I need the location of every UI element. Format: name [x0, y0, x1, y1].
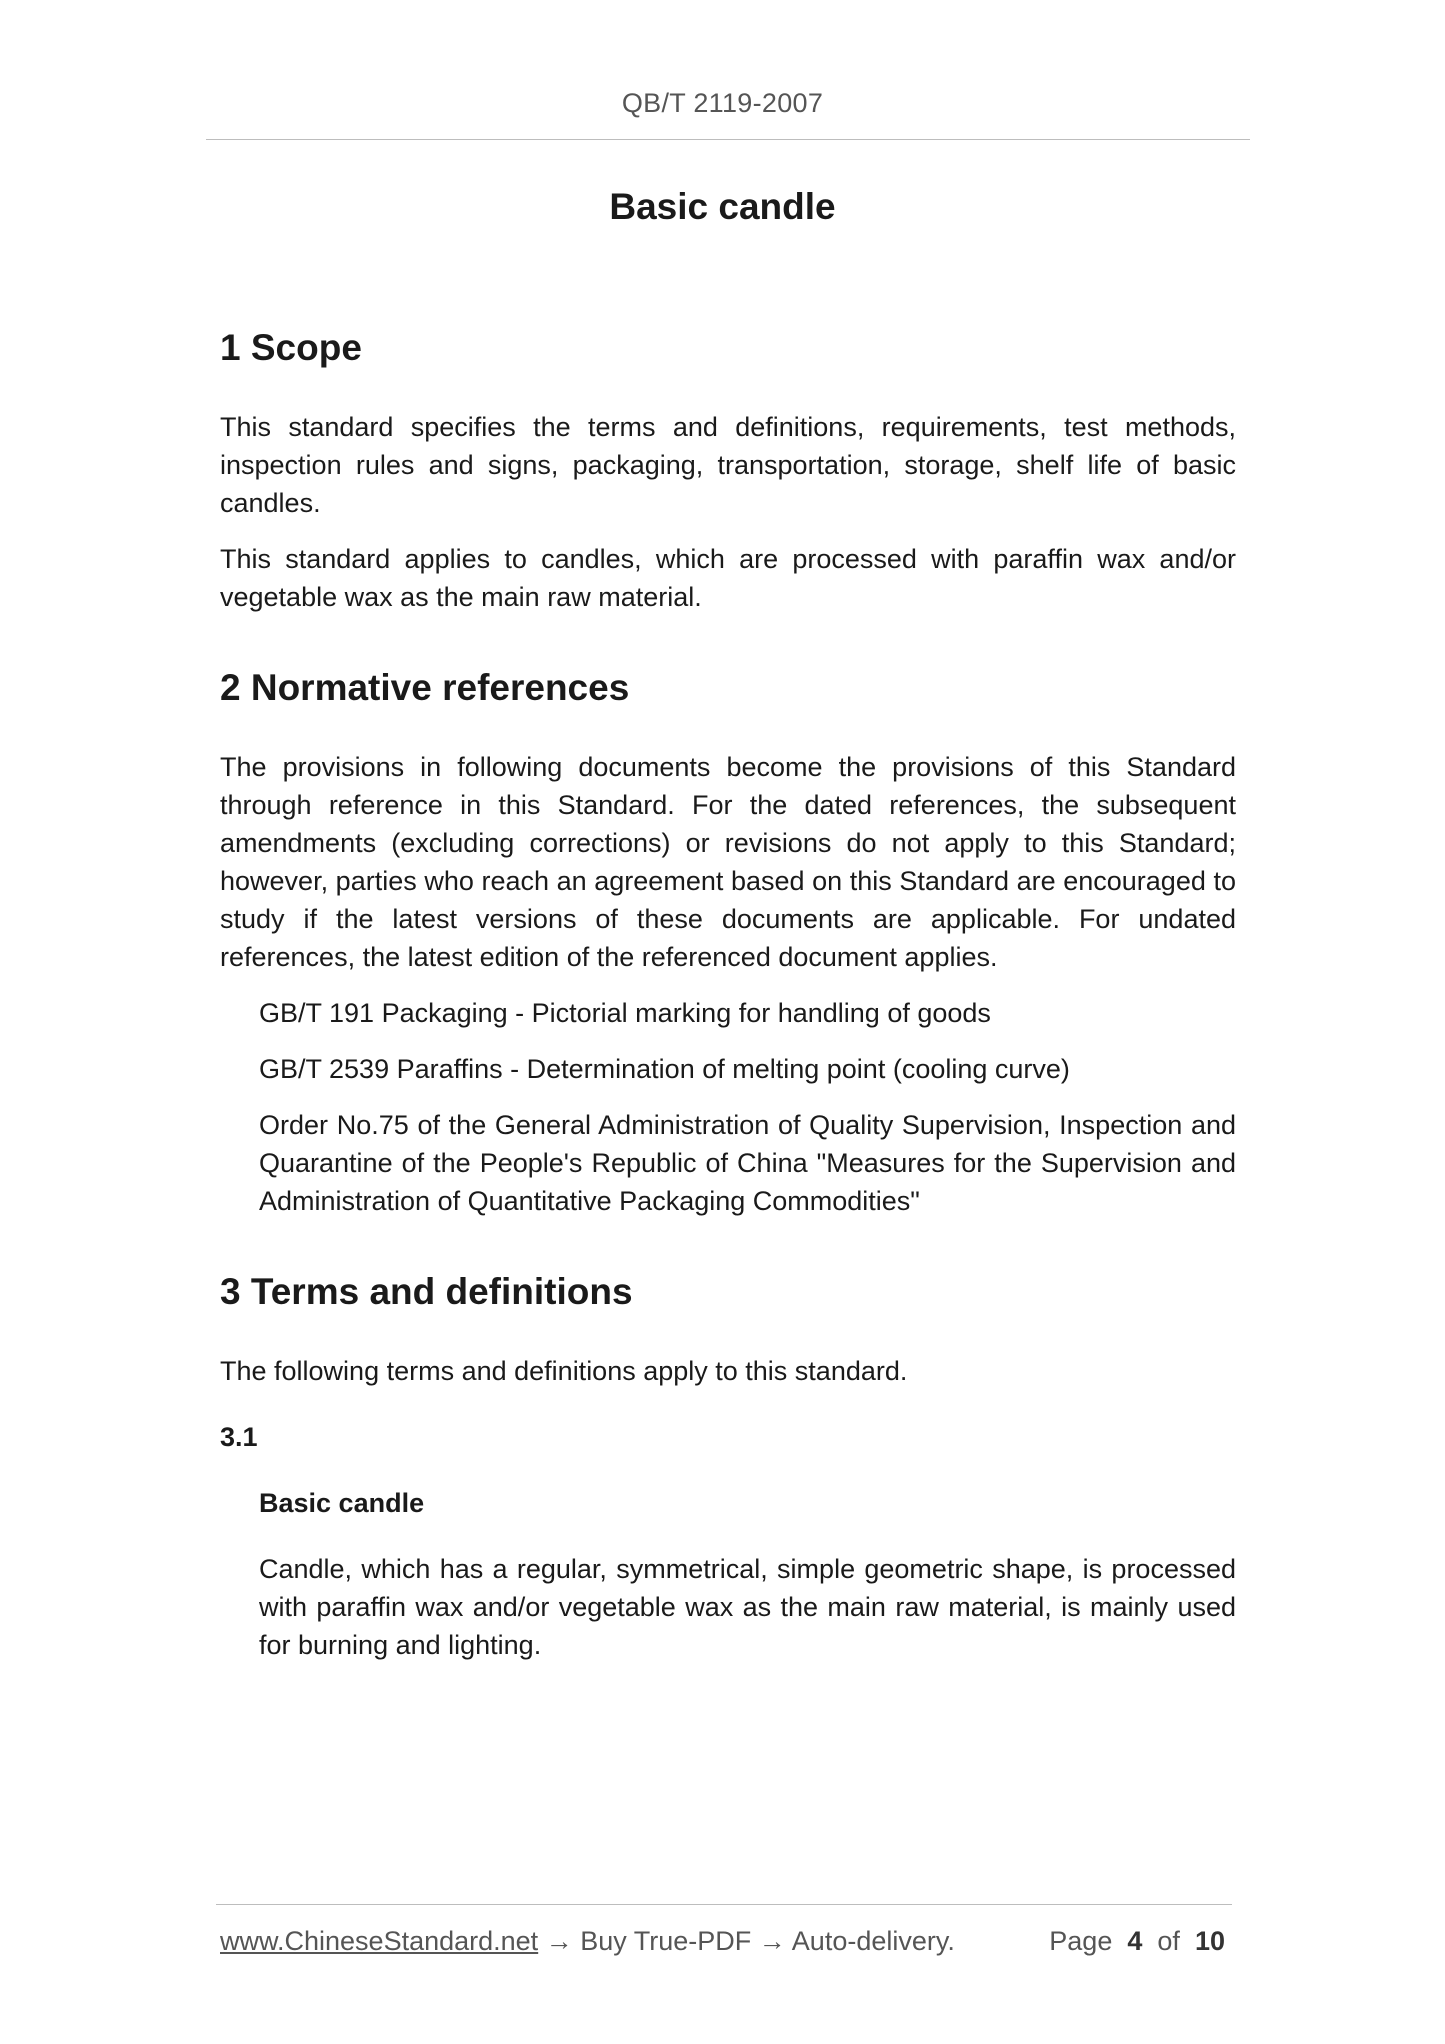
page-current: 4 — [1127, 1926, 1143, 1956]
page-total: 10 — [1194, 1926, 1225, 1956]
document-title: Basic candle — [609, 186, 836, 227]
section-heading-terms-definitions: 3 Terms and definitions — [220, 1271, 633, 1312]
footer-promo — [220, 1926, 955, 1957]
section-heading-normative-references: 2 Normative references — [220, 667, 630, 708]
reference-item: Order No.75 of the General Administration of Quality Supervision, Inspection and Quarantine of the People's Republic of China "Measures for the Supervision and Administration of Quantitative Packaging Commodities" — [259, 1110, 1236, 1216]
page-indicator — [1049, 1926, 1225, 1957]
scope-paragraph: This standard specifies the terms and definitions, requirements, test methods, inspection rules and signs, packaging, transportation, storage, shelf life of basic candles. — [220, 412, 1236, 518]
term-definition: Candle, which has a regular, symmetrical, simple geometric shape, is processed with paraffin wax and/or vegetable wax as the main raw material, is mainly used for burning and lighting. — [259, 1554, 1236, 1660]
arrow-right-icon: → — [545, 1926, 573, 1956]
scope-paragraph: This standard applies to candles, which are processed with paraffin wax and/or vegetable wax as the main raw material. — [220, 544, 1236, 612]
page-label: Page — [1049, 1926, 1113, 1956]
reference-item: GB/T 191 Packaging - Pictorial marking for handling of goods — [259, 998, 991, 1028]
page-of-label: of — [1157, 1926, 1180, 1956]
term-name: Basic candle — [259, 1488, 425, 1518]
normative-intro-paragraph: The provisions in following documents become the provisions of this Standard through reference in this Standard. For the dated references, the subsequent amendments (excluding corrections) or revisions do not apply to this Standard; however, parties who reach an agreement based on this Standard are encouraged to study if the latest versions of these documents are applicable. For undated references, the latest edition of the referenced document applies. — [220, 752, 1236, 972]
buy-pdf-text: Buy True-PDF — [580, 1926, 752, 1956]
header-divider — [206, 139, 1250, 140]
website-link[interactable]: www.ChineseStandard.net — [220, 1926, 539, 1956]
clause-number: 3.1 — [220, 1422, 258, 1452]
page-footer — [220, 1926, 1225, 1957]
header-standard-code: QB/T 2119-2007 — [621, 88, 824, 118]
section-heading-scope: 1 Scope — [220, 327, 362, 368]
arrow-right-icon: → — [758, 1926, 786, 1956]
reference-item: GB/T 2539 Paraffins - Determination of melting point (cooling curve) — [259, 1054, 1070, 1084]
terms-intro-paragraph: The following terms and definitions apply to this standard. — [220, 1356, 908, 1386]
document-body — [220, 318, 1236, 1664]
auto-delivery-text: Auto-delivery. — [791, 1926, 955, 1956]
footer-divider — [216, 1904, 1232, 1905]
